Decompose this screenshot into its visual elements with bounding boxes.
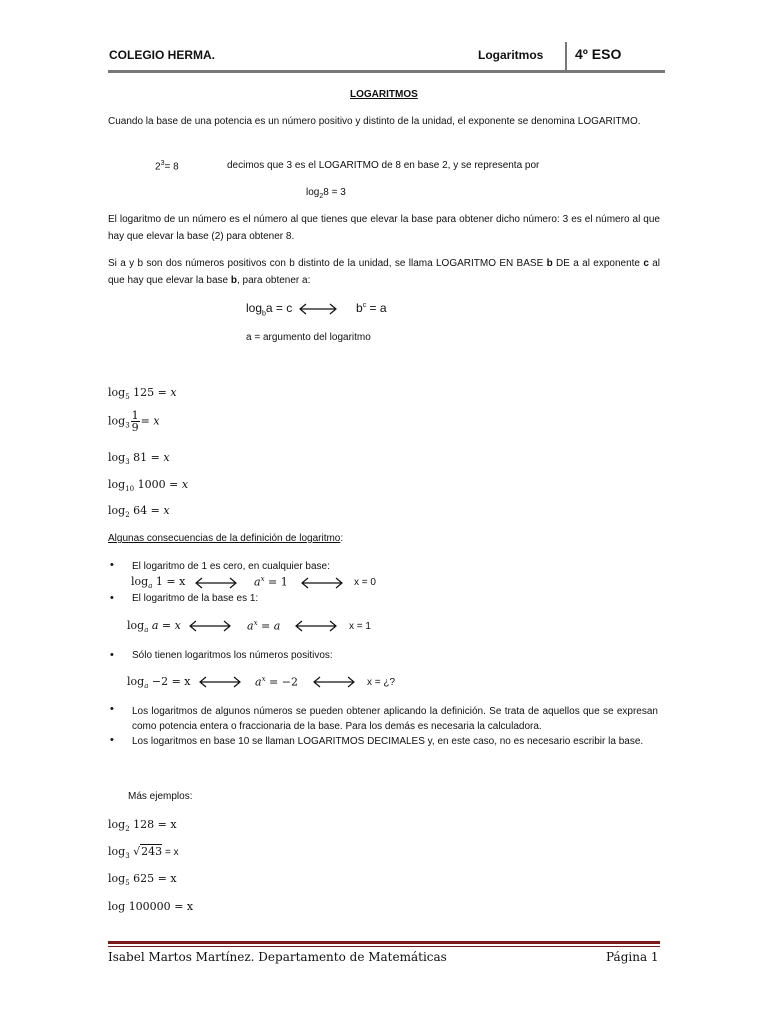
more-example-4: log 100000 = x [108, 900, 194, 913]
para3-bold-c: c [643, 258, 649, 269]
more-example-2-radicand: 243 [141, 845, 163, 858]
exercise-5-arg: 64 [133, 504, 148, 517]
para3-text-c: DE a al exponente [552, 258, 644, 269]
double-arrow-icon [188, 620, 232, 632]
consequence-3-power: $a^x = -2$ [255, 675, 298, 689]
more-example-2-base: 3 [125, 852, 130, 861]
more-example-4-arg: 100000 [128, 900, 171, 913]
consequence-3-text: Sólo tienen logaritmos los números positivos: [132, 650, 333, 661]
log-example-word: log [306, 187, 320, 198]
double-arrow-icon [300, 577, 344, 589]
consequence-1-mid: = 1 [268, 575, 288, 589]
footer-rule-thick [108, 941, 660, 944]
page-title: LOGARITMOS [350, 89, 418, 100]
footer-page-number: Página 1 [606, 950, 659, 964]
more-example-1: $\log_2 128 = x$ [108, 818, 177, 834]
exercise-1-base: 5 [125, 393, 130, 402]
exercise-2: $\log_3$ $\frac{1}{9}$ = x [108, 409, 160, 434]
definition-log-rest: a = c [265, 301, 293, 315]
bullet-icon: • [110, 734, 114, 746]
definition-power-rest: = a [366, 301, 387, 315]
consequence-1-text: El logaritmo de 1 es cero, en cualquier base: [132, 561, 330, 572]
note-1: Los logaritmos de algunos números se pueden obtener aplicando la definición. Se trata de aquellos que se expresan como potencia entera o fraccionaria de la base. Para los demás es necesaria la calculadora. [132, 706, 658, 732]
intro-paragraph-2: El logaritmo de un número es el número al que tienes que elevar la base para obtener dicho número: 3 es el número al que hay que elevar la base (2) para obtener 8. [108, 214, 660, 242]
more-example-1-rhs: = x [157, 818, 177, 831]
example-exponent: 3 [160, 160, 165, 167]
exercise-1: $\log_5 125 = x$ [108, 386, 177, 402]
definition-formula [246, 301, 292, 317]
consequence-3-formula: $\log_a -2 = x$ [127, 675, 191, 691]
exercise-3-arg: 81 [133, 451, 148, 464]
more-example-2-rhs: = x [162, 847, 179, 858]
more-example-3-base: 5 [125, 879, 130, 888]
exercise-4-arg: 1000 [137, 478, 166, 491]
consequence-2-lhs: a = x [151, 619, 181, 632]
para3-bold-b2: b [230, 275, 237, 286]
consequence-1-power: $a^x = 1$ [254, 575, 288, 589]
more-example-3-rhs: = x [157, 872, 177, 885]
exercise-2-fraction [131, 410, 140, 433]
exercise-1-arg: 125 [133, 386, 155, 399]
more-example-3: $\log_5 625 = x$ [108, 872, 177, 888]
header-topic: Logaritmos [478, 48, 544, 62]
header-rule [108, 70, 665, 73]
consequences-heading-colon: : [340, 533, 344, 544]
footer-rule-thin [108, 946, 660, 947]
para3-text-g: , para obtener a: [236, 275, 311, 286]
exercise-1-rhs: x [170, 386, 177, 399]
definition-log: log [246, 301, 263, 315]
exercise-5-base: 2 [125, 511, 130, 520]
exercise-2-numerator: 1 [131, 409, 139, 422]
exercise-2-rhs: x [153, 414, 160, 428]
definition-argument-note: a = argumento del logaritmo [246, 332, 371, 343]
consequence-1-result: x = 0 [354, 577, 376, 588]
consequence-3-lhs: −2 = x [151, 675, 191, 688]
header-course: 4º ESO [575, 46, 622, 62]
example-base: 2 [155, 161, 161, 173]
para3-text-e: al que hay que elevar la base [108, 258, 660, 286]
more-example-3-arg: 625 [133, 872, 155, 885]
definition-power-base: b [356, 301, 363, 315]
intro-example-text: decimos que 3 es el LOGARITMO de 8 en base 2, y se representa por [227, 160, 540, 171]
more-examples-heading: Más ejemplos: [128, 791, 193, 802]
log-example-rest: 8 = 3 [323, 187, 346, 198]
more-example-1-arg: 128 [133, 818, 155, 831]
consequences-heading [108, 533, 343, 544]
double-arrow-icon [198, 676, 242, 688]
consequence-2-text: El logaritmo de la base es 1: [132, 593, 259, 604]
para3-bold-b: b [546, 258, 553, 269]
exercise-2-denominator: 9 [131, 421, 139, 434]
exercise-3-rhs: x [163, 451, 170, 464]
exercise-5-rhs: x [163, 504, 170, 517]
consequences-heading-text: Algunas consecuencias de la definición de logaritmo [108, 533, 341, 544]
double-arrow-icon [298, 303, 338, 315]
exercise-3: $\log_3 81 = x$ [108, 451, 170, 467]
intro-log-example [306, 187, 346, 200]
intro-paragraph-1: Cuando la base de una potencia es un número positivo y distinto de la unidad, el exponente se denomina LOGARITMO. [108, 116, 641, 127]
intro-example-equation [155, 160, 179, 172]
definition-power [356, 301, 387, 315]
consequence-2-formula: $\log_a a = x$ [127, 619, 181, 635]
consequence-2-power: $a^x = a$ [247, 619, 281, 633]
more-example-4-rhs: = x [174, 900, 194, 913]
header-divider [565, 42, 567, 72]
consequence-3-result: x = ¿? [367, 677, 396, 688]
definition-log-base: b [262, 310, 266, 318]
para3-text-a: Si a y b son dos números positivos con b distinto de la unidad, se llama LOGARITMO EN BASE [108, 258, 547, 269]
more-example-1-base: 2 [125, 825, 130, 834]
bullet-icon: • [110, 592, 114, 604]
exercise-5: $\log_2 64 = x$ [108, 504, 170, 520]
log-example-base: 2 [319, 193, 324, 200]
consequence-1-formula: $\log_a 1 = x$ [131, 575, 186, 591]
consequence-2-mid: = a [261, 619, 281, 633]
definition-power-exp: c [362, 302, 367, 309]
double-arrow-icon [294, 620, 338, 632]
consequence-3-mid: = −2 [269, 675, 298, 689]
more-example-2: $\log_3 √243 = x$ [108, 845, 179, 861]
exercise-4-rhs: x [181, 478, 189, 491]
bullet-icon: • [110, 649, 114, 661]
bullet-icon: • [110, 559, 114, 571]
double-arrow-icon [312, 676, 356, 688]
example-rest: = 8 [164, 161, 179, 173]
consequence-1-lhs: 1 = x [155, 575, 186, 588]
double-arrow-icon [194, 577, 238, 589]
note-2: Los logaritmos en base 10 se llaman LOGARITMOS DECIMALES y, en este caso, no es necesario escribir la base. [132, 736, 644, 747]
exercise-4: $\log_{10} 1000 = x$ [108, 478, 189, 494]
header-school: COLEGIO HERMA. [109, 48, 216, 62]
exercise-2-base: 3 [125, 421, 130, 430]
exercise-4-base: 10 [125, 485, 135, 494]
footer-author: Isabel Martos Martínez. Departamento de Matemáticas [108, 950, 447, 964]
exercise-3-base: 3 [125, 458, 130, 467]
consequence-2-result: x = 1 [349, 621, 371, 632]
intro-paragraph-3 [108, 255, 660, 289]
bullet-icon: • [110, 703, 114, 715]
